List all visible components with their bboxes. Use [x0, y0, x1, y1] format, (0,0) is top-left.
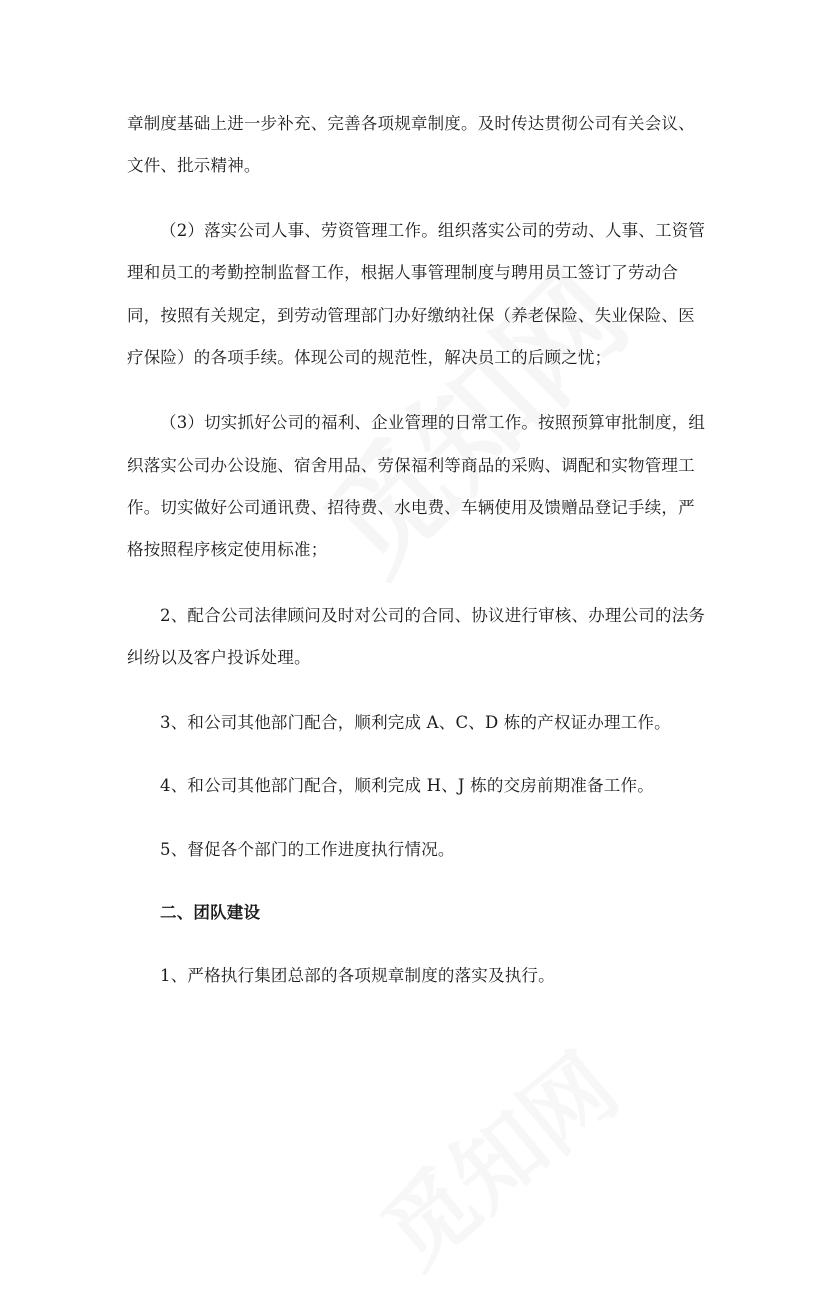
paragraph-3-line-3: 作。切实做好公司通讯费、招待费、水电费、车辆使用及馈赠品登记手续，严 [127, 498, 695, 517]
paragraph-8: 1、严格执行集团总部的各项规章制度的落实及执行。 [160, 966, 555, 985]
paragraph-3-line-1: （3）切实抓好公司的福利、企业管理的日常工作。按照预算审批制度，组 [160, 413, 706, 432]
watermark-secondary [350, 1018, 640, 1291]
paragraph-6: 4、和公司其他部门配合，顺利完成 H、J 栋的交房前期准备工作。 [160, 776, 654, 795]
paragraph-2-line-4: 疗保险）的各项手续。体现公司的规范性，解决员工的后顾之忧； [127, 348, 612, 367]
paragraph-5: 3、和公司其他部门配合，顺利完成 A、C、D 栋的产权证办理工作。 [160, 713, 671, 732]
paragraph-2-line-2: 理和员工的考勤控制监督工作，根据人事管理制度与聘用员工签订了劳动合 [127, 263, 679, 282]
section-heading-team-building: 二、团队建设 [160, 903, 261, 922]
paragraph-3-line-2: 织落实公司办公设施、宿舍用品、劳保福利等商品的采购、调配和实物管理工 [127, 456, 695, 475]
paragraph-7: 5、督促各个部门的工作进度执行情况。 [160, 840, 455, 859]
paragraph-1-line-1: 章制度基础上进一步补充、完善各项规章制度。及时传达贯彻公司有关会议、 [127, 114, 695, 133]
paragraph-1-line-2: 文件、批示精神。 [127, 156, 261, 175]
paragraph-4-line-1: 2、配合公司法律顾问及时对公司的合同、协议进行审核、办理公司的法务 [160, 606, 706, 625]
paragraph-2-line-1: （2）落实公司人事、劳资管理工作。组织落实公司的劳动、人事、工资管 [160, 221, 706, 240]
paragraph-4-line-2: 纠纷以及客户投诉处理。 [127, 648, 311, 667]
paragraph-2-line-3: 同，按照有关规定，到劳动管理部门办好缴纳社保（养老保险、失业保险、医 [127, 306, 695, 325]
paragraph-3-line-4: 格按照程序核定使用标准； [127, 540, 328, 559]
